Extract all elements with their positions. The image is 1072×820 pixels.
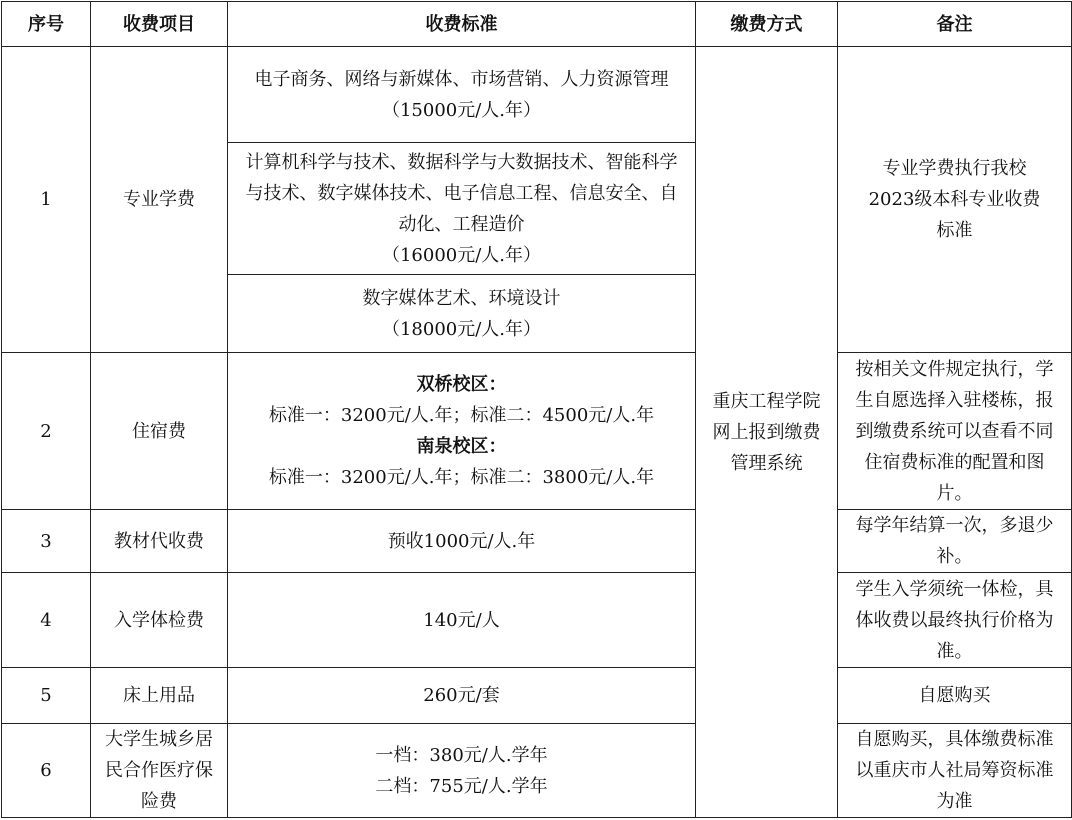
table-row [2, 47, 1072, 143]
tuition-majors: 数字媒体艺术、环境设计 [362, 287, 561, 309]
campus-nanquan-fee: 标准一：3200元/人.年；标准二：3800元/人.年 [268, 467, 655, 488]
row-item: 床上用品 [91, 668, 228, 724]
tuition-standard [228, 143, 696, 275]
insurance-tier-1: 一档：380元/人.学年 [375, 744, 548, 766]
tuition-fee: （16000元/人.年） [381, 244, 542, 266]
campus-nanquan: 南泉校区： [416, 436, 507, 457]
table-row [2, 510, 1072, 573]
header-row [2, 2, 1072, 47]
campus-shuangqiao: 双桥校区： [416, 374, 507, 395]
payment-method: 重庆工程学院网上报到缴费管理系统 [696, 47, 838, 818]
row-item: 大学生城乡居民合作医疗保险费 [91, 724, 228, 818]
row-note: 自愿购买，具体缴费标准以重庆市人社局筹资标准为准 [838, 724, 1072, 818]
row-standard: 260元/套 [228, 668, 696, 724]
row-note: 按相关文件规定执行，学生自愿选择入驻楼栋，报到缴费系统可以查看不同住宿费标准的配置和图片。 [838, 353, 1072, 510]
row-note: 学生入学须统一体检，具体收费以最终执行价格为准。 [838, 573, 1072, 668]
tuition-majors: 计算机科学与技术、数据科学与大数据技术、智能科学与技术、数字媒体技术、电子信息工程、信息安全、自动化、工程造价 [245, 151, 678, 235]
row-no: 1 [2, 47, 91, 353]
insurance-standard [228, 724, 696, 818]
tuition-standard [228, 275, 696, 353]
row-no: 2 [2, 353, 91, 510]
row-no: 6 [2, 724, 91, 818]
table-row [2, 724, 1072, 818]
header-standard: 收费标准 [228, 2, 696, 47]
insurance-tier-2: 二档：755元/人.学年 [375, 775, 548, 797]
header-note: 备注 [838, 2, 1072, 47]
row-item: 入学体检费 [91, 573, 228, 668]
row-note: 自愿购买 [838, 668, 1072, 724]
row-standard: 140元/人 [228, 573, 696, 668]
row-no: 4 [2, 573, 91, 668]
row-no: 3 [2, 510, 91, 573]
fee-table [1, 1, 1072, 818]
header-item: 收费项目 [91, 2, 228, 47]
row-note: 专业学费执行我校2023级本科专业收费标准 [838, 47, 1072, 353]
row-note: 每学年结算一次，多退少补。 [838, 510, 1072, 573]
table-row [2, 353, 1072, 510]
header-no: 序号 [2, 2, 91, 47]
row-no: 5 [2, 668, 91, 724]
table-row [2, 668, 1072, 724]
table-row [2, 573, 1072, 668]
header-payment-method: 缴费方式 [696, 2, 838, 47]
tuition-fee: （18000元/人.年） [381, 318, 542, 340]
row-item: 住宿费 [91, 353, 228, 510]
row-item: 教材代收费 [91, 510, 228, 573]
campus-shuangqiao-fee: 标准一：3200元/人.年；标准二：4500元/人.年 [268, 405, 655, 426]
tuition-majors: 电子商务、网络与新媒体、市场营销、人力资源管理 [254, 68, 669, 90]
row-standard: 预收1000元/人.年 [228, 510, 696, 573]
row-item: 专业学费 [91, 47, 228, 353]
tuition-standard [228, 47, 696, 143]
tuition-fee: （15000元/人.年） [381, 99, 542, 121]
accommodation-standard [228, 353, 696, 510]
